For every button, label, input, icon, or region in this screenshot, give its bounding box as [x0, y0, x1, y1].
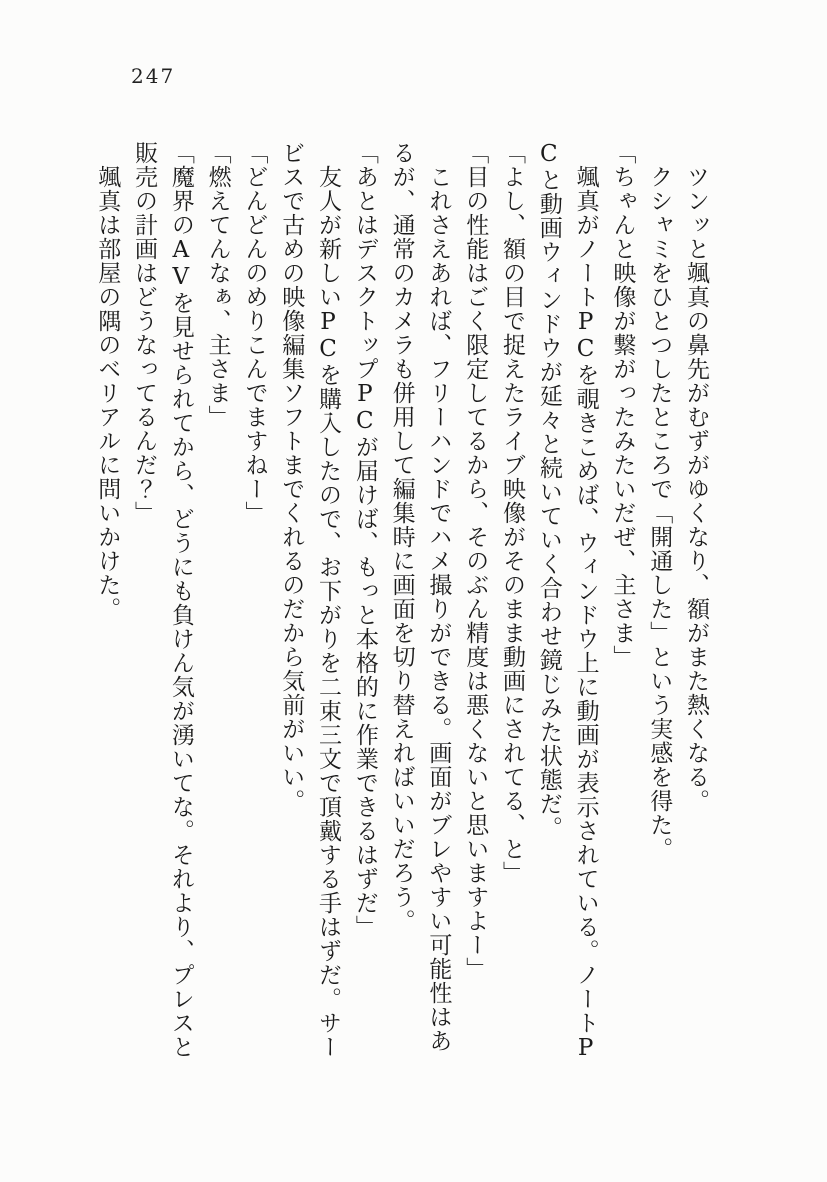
text-line: 「目の性能はごく限定してるから、そのぶん精度は悪くないと思いますよー」 — [462, 141, 489, 981]
text-line: るが、通常のカメラも併用して編集時に画面を切り替えればいいだろう。 — [388, 141, 415, 933]
text-line: 友人が新しいPCを購入したので、お下がりを二束三文で頂戴する手はずだ。サー — [315, 165, 342, 1059]
text-line: 「あとはデスクトップPCが届けば、もっと本格的に作業できるはずだ」 — [351, 141, 378, 939]
page-number: 247 — [131, 64, 176, 88]
text-line: 颯真は部屋の隅のベリアルに問いかけた。 — [94, 165, 121, 621]
text-line: ツンッと颯真の鼻先がむずがゆくなり、額がまた熱くなる。 — [683, 165, 709, 813]
body-text — [88, 141, 714, 1065]
text-line: 颯真がノートPCを覗きこめば、ウィンドウ上に動画が表示されている。ノートP — [572, 165, 599, 1062]
text-line: これさえあれば、フリーハンドでハメ撮りができる。画面がブレやすい可能性はあ — [425, 165, 452, 1053]
text-line: クシャミをひとつしたところで「開通した」という実感を得た。 — [646, 165, 673, 861]
text-line: ビスで古めの映像編集ソフトまでくれるのだから気前がいい。 — [278, 141, 305, 813]
text-line: Cと動画ウィンドウが延々と続いていく合わせ鏡じみた状態だ。 — [535, 141, 562, 840]
text-line: 「魔界のAVを見せられてから、どうにも負けん気が湧いてな。それより、プレスと — [167, 141, 194, 1059]
text-line: 「燃えてんなぁ、主さま」 — [204, 141, 231, 429]
text-line: 「よし、額の目で捉えたライブ映像がそのまま動画にされてる、と」 — [499, 141, 526, 885]
text-line: 「どんどんのめりこんでますねー」 — [241, 141, 268, 525]
text-line: 販売の計画はどうなってるんだ？」 — [131, 141, 158, 525]
text-line: 「ちゃんと映像が繋がったみたいだぜ、主さま」 — [609, 141, 636, 669]
